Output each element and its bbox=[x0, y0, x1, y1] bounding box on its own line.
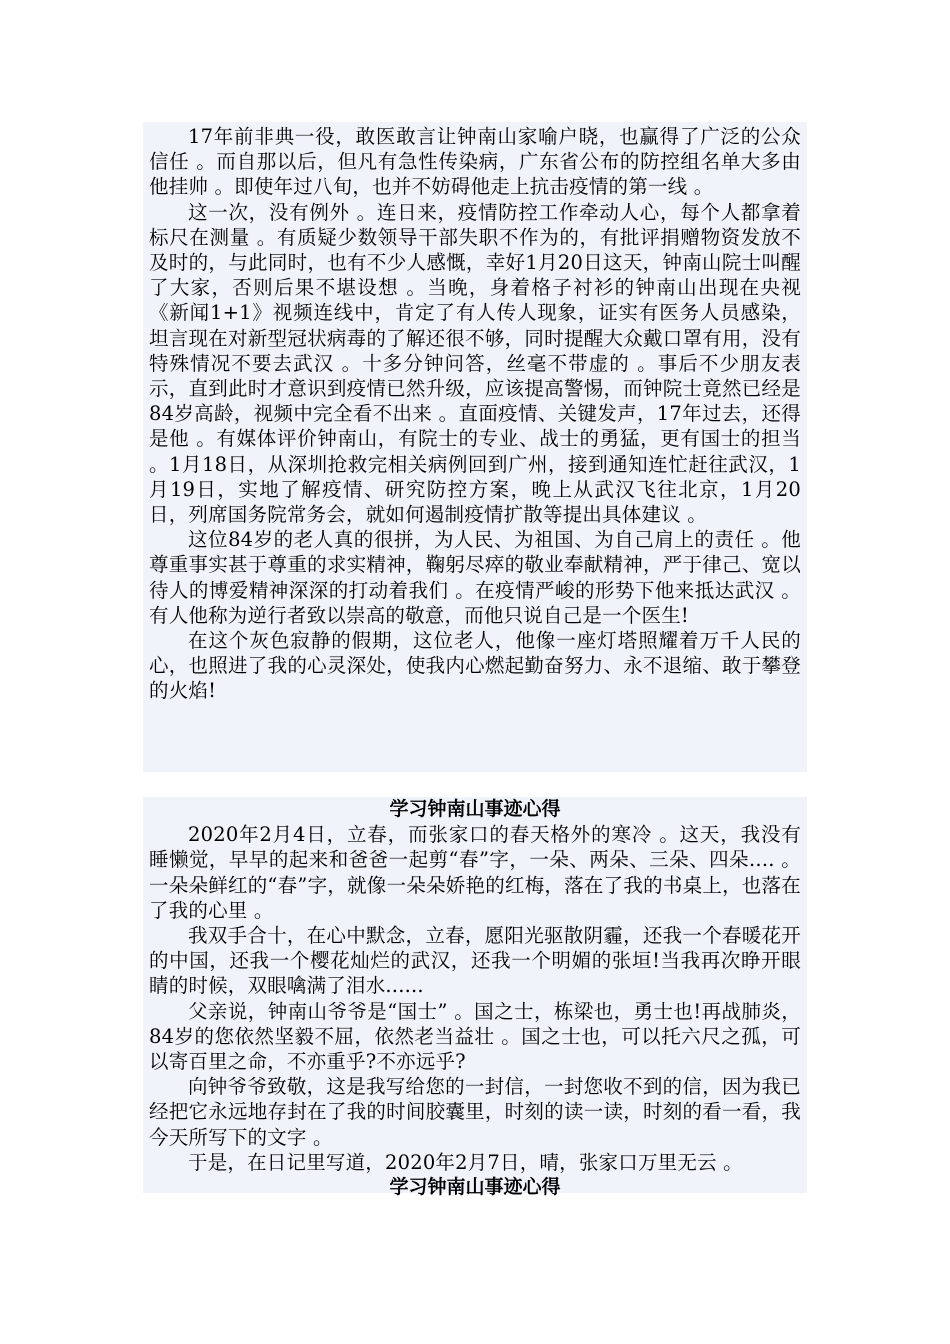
trailing-section-heading: 学习钟南山事迹心得 bbox=[389, 1176, 561, 1199]
paragraph: 在这个灰色寂静的假期，这位老人，他像一座灯塔照耀着万千人民的心，也照进了我的心灵深处，使我内心燃起勤奋努力、永不退缩、敢于攀登的火焰! bbox=[149, 629, 801, 703]
essay-section-2 bbox=[143, 797, 807, 1199]
paragraph: 向钟爷爷致敬，这是我写给您的一封信，一封您收不到的信，因为我已经把它永远地存封在了我的时间胶囊里，时刻的读一读，时刻的看一看，我今天所写下的文字 。 bbox=[149, 1075, 801, 1149]
essay-section-1 bbox=[143, 122, 807, 772]
paragraph: 这位84岁的老人真的很拼，为人民、为祖国、为自己肩上的责任 。他尊重事实甚于尊重的求实精神，鞠躬尽瘁的敬业奉献精神，严于律己、宽以待人的博爱精神深深的打动着我们 。在疫情严峻的形势下他来抵达武汉 。有人他称为逆行者致以崇高的敬意，而他只说自己是一个医生! bbox=[149, 528, 801, 627]
paragraph: 于是，在日记里写道，2020年2月7日，晴，张家口万里无云 。 bbox=[188, 1150, 743, 1174]
paragraph: 这一次，没有例外 。连日来，疫情防控工作牵动人心，每个人都拿着标尺在测量 。有质疑少数领导干部失职不作为的，有批评捐赠物资发放不及时的，与此同时，也有不少人感慨，幸好1月20日这天，钟南山院士叫醒了大家，否则后果不堪设想 。当晚，身着格子衬衫的钟南山出现在央视《新闻1+1》视频连线中，肯定了有人传人现象，证实有医务人员感染，坦言现在对新型冠状病毒的了解还很不够，同时提醒大众戴口罩有用，没有特殊情况不要去武汉 。十多分钟问答，丝毫不带虚的 。事后不少朋友表示，直到此时才意识到疫情已然升级，应该提高警惕，而钟院士竟然已经是84岁高龄，视频中完全看不出来 。直面疫情、关键发声，17年过去，还得是他 。有媒体评价钟南山，有院士的专业、战士的勇猛，更有国士的担当 。1月18日，从深圳抢救完相关病例回到广州，接到通知连忙赶往武汉，1月19日，实地了解疫情、研究防控方案，晚上从武汉飞往北京，1月20日，列席国务院常务会，就如何遏制疫情扩散等提出具体建议 。 bbox=[149, 200, 801, 527]
paragraph: 父亲说，钟南山爷爷是“国士” 。国之士，栋梁也，勇士也!再战肺炎，84岁的您依然坚毅不屈，依然老当益壮 。国之士也，可以托六尺之孤，可以寄百里之命，不亦重乎?不亦远乎? bbox=[149, 999, 801, 1074]
paragraph: 17年前非典一役，敢医敢言让钟南山家喻户晓，也赢得了广泛的公众信任 。而自那以后，但凡有急性传染病，广东省公布的防控组名单大多由他挂帅 。即使年过八旬，也并不妨碍他走上抗击疫情的第一线 。 bbox=[149, 125, 801, 199]
paragraph: 我双手合十，在心中默念，立春，愿阳光驱散阴霾，还我一个春暖花开的中国，还我一个樱花灿烂的武汉，还我一个明媚的张垣!当我再次睁开眼睛的时候，双眼噙满了泪水...... bbox=[149, 924, 801, 998]
section-heading: 学习钟南山事迹心得 bbox=[389, 798, 561, 820]
paragraph: 2020年2月4日，立春，而张家口的春天格外的寒冷 。这天，我没有睡懒觉，早早的起来和爸爸一起剪“春”字，一朵、两朵、三朵、四朵.... 。一朵朵鲜红的“春”字，就像一朵朵娇艳的红梅，落在了我的书桌上，也落在了我的心里 。 bbox=[149, 823, 801, 922]
